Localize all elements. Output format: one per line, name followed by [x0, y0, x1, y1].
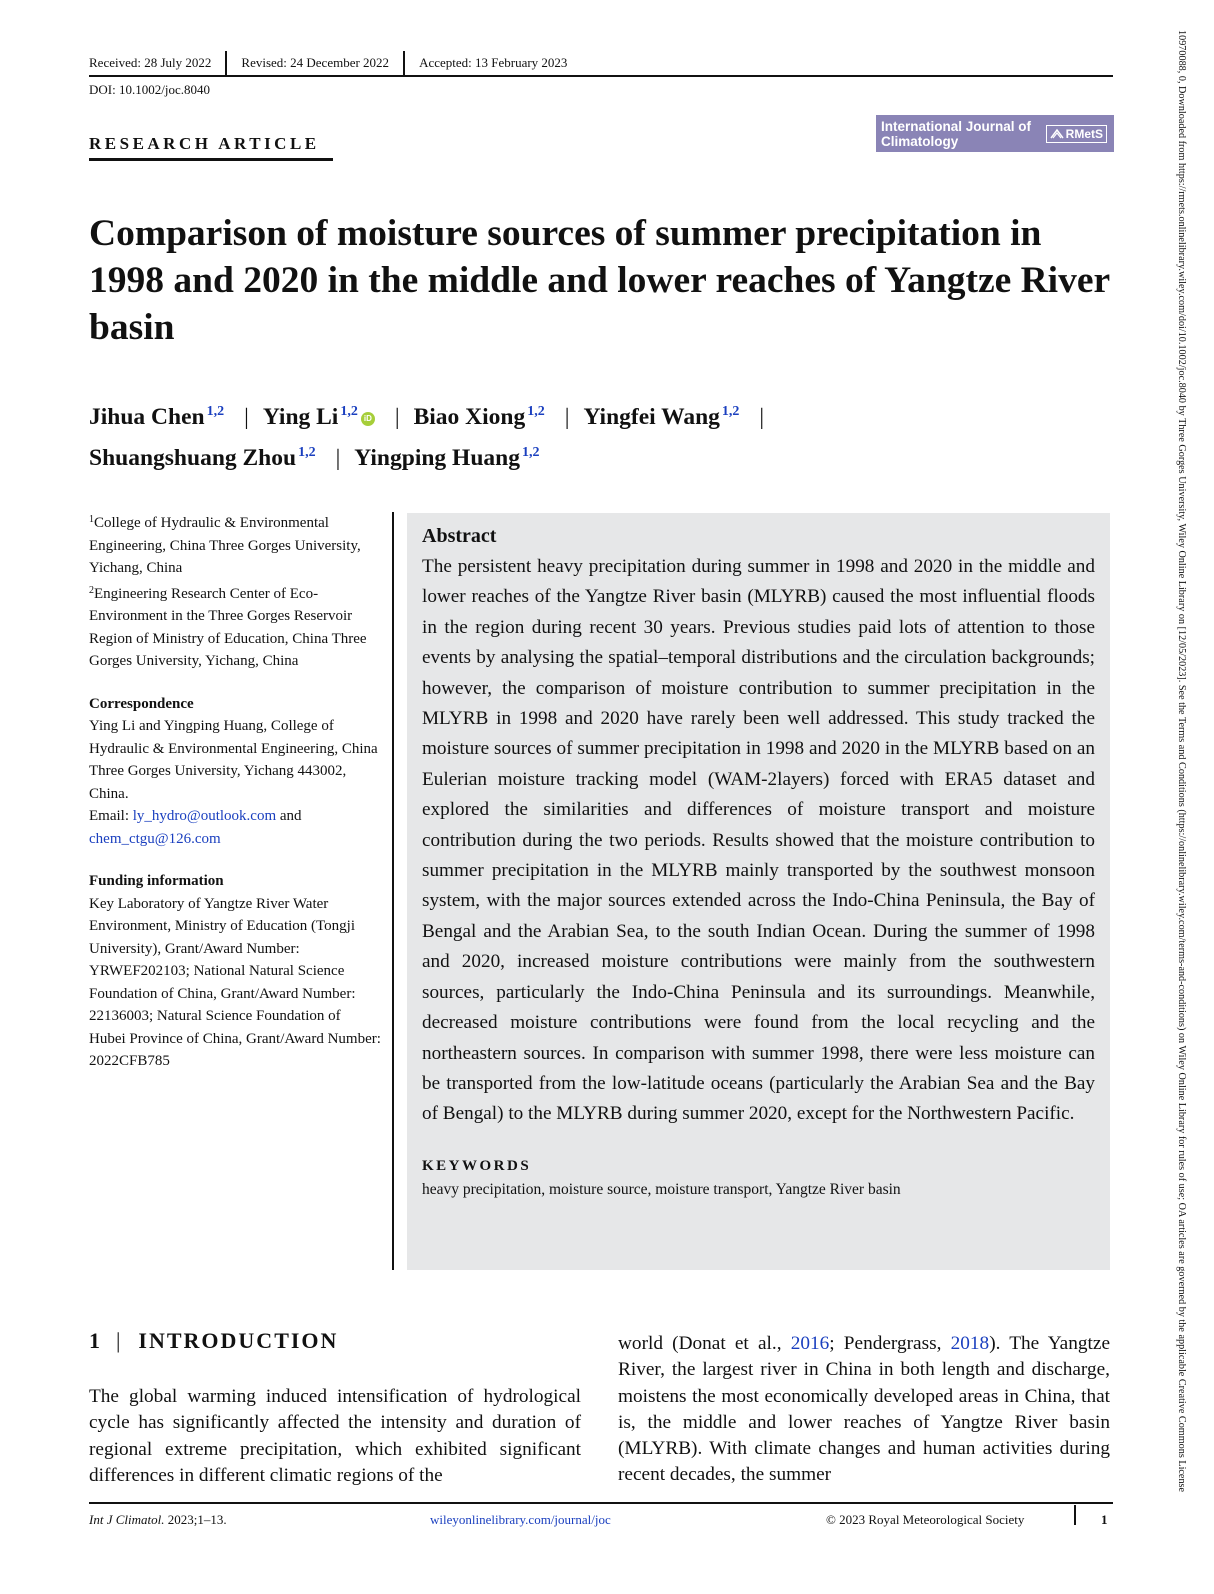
- footer-copyright: © 2023 Royal Meteorological Society: [826, 1512, 1025, 1527]
- funding-heading: Funding information: [89, 873, 224, 889]
- author-affiliation[interactable]: 1,2: [521, 445, 540, 460]
- footer-journal-abbrev: Int J Climatol.: [89, 1512, 165, 1527]
- email-label: Email:: [89, 808, 133, 824]
- author[interactable]: [89, 404, 224, 430]
- rmets-logo-icon: [1046, 125, 1107, 143]
- section-title: INTRODUCTION: [138, 1328, 339, 1353]
- affiliation: [89, 580, 381, 673]
- author-name: Shuangshuang Zhou: [89, 445, 297, 471]
- author[interactable]: [414, 404, 545, 430]
- page-number: 1: [1101, 1512, 1108, 1527]
- paper-title: Comparison of moisture sources of summer precipitation in 1998 and 2020 in the middle and lower reaches of Yangtze River basin: [89, 213, 1110, 348]
- affiliation-number: 2: [89, 584, 94, 596]
- introduction-heading: [89, 1328, 338, 1354]
- date-separator: [225, 51, 227, 75]
- author-name: Ying Li: [262, 404, 339, 430]
- affiliation-text: College of Hydraulic & Environmental Engineering, China Three Gorges University, Yichang, China: [89, 515, 361, 576]
- author-name: Jihua Chen: [89, 404, 205, 430]
- introduction-right-text: [618, 1331, 1110, 1489]
- keywords-heading: KEYWORDS: [422, 1157, 532, 1174]
- header-rule: [89, 75, 1113, 77]
- accepted-date: Accepted: 13 February 2023: [419, 55, 568, 70]
- author-affiliation[interactable]: 1,2: [206, 404, 225, 419]
- author-affiliation[interactable]: 1,2: [721, 404, 740, 419]
- citation-link[interactable]: 2018: [950, 1333, 990, 1354]
- affiliation-number: 1: [89, 514, 94, 525]
- email-and: and: [276, 808, 302, 824]
- rmets-logo-text: RMetS: [1065, 126, 1103, 141]
- article-type: RESEARCH ARTICLE: [89, 134, 320, 153]
- journal-name: International Journal of Climatology: [881, 118, 1032, 149]
- footer-journal-year: 2023;1–13.: [164, 1512, 227, 1527]
- abstract-heading: Abstract: [422, 525, 497, 547]
- correspondence-heading: Correspondence: [89, 695, 194, 712]
- author-separator: |: [759, 404, 765, 430]
- email-link[interactable]: ly_hydro@outlook.com: [132, 808, 277, 824]
- abstract-box: [407, 513, 1110, 1270]
- author-affiliation[interactable]: 1,2: [527, 404, 545, 419]
- email-link[interactable]: chem_ctgu@126.com: [89, 830, 221, 847]
- article-info-column: [89, 509, 381, 1073]
- intro-text: ; Pendergrass,: [829, 1333, 951, 1354]
- author-affiliation[interactable]: 1,2: [340, 404, 358, 419]
- citation-link[interactable]: 2016: [790, 1333, 830, 1354]
- correspondence-address: Ying Li and Yingping Huang, College of Hydraulic & Environmental Engineering, China Three Gorges University, Yichang 443002, China.: [89, 718, 378, 802]
- section-bar: |: [116, 1328, 123, 1353]
- author-separator: |: [335, 445, 341, 471]
- orcid-icon[interactable]: iD: [361, 412, 375, 426]
- affiliation: [89, 509, 381, 580]
- doi[interactable]: DOI: 10.1002/joc.8040: [89, 82, 210, 97]
- footer-journal: [89, 1512, 227, 1528]
- abstract-text: The persistent heavy precipitation during summer in 1998 and 2020 in the middle and lower reaches of the Yangtze River basin (MLYRB) caused the most influential floods in the region during recent 30 years. Previous studies paid lots of attention to those events by analysing the spatial–temporal distributions and the circulation backgrounds; however, the comparison of moisture contribution to summer precipitation in the MLYRB in 1998 and 2020 have rarely been well addressed. This study tracked the moisture sources of summer precipitation in 1998 and 2020 in the MLYRB based on an Eulerian moisture tracking model (WAM-2layers) forced with ERA5 dataset and explored the similarities and differences of moisture transport and moisture contribution during the two periods. Results showed that the moisture contribution to summer precipitation in the MLYRB mainly transported by the southwest monsoon system, with the major sources extended across the Indo-China Peninsula, the Bay of Bengal and the Arabian Sea, to the south Indian Ocean. During the summer of 1998 and 2020, increased moisture contributions were mainly from the southwestern sources, particularly the Indo-China Peninsula and its surroundings. Meanwhile, decreased moisture contributions were found from the local recycling and the northeastern sources. In comparison with summer 1998, there were less moisture can be transported from the low-latitude oceans (particularly the Arabian Sea and the Bay of Bengal) to the MLYRB during summer 2020, except for the Northwestern Pacific.: [422, 556, 1095, 1125]
- keywords-text: heavy precipitation, moisture source, moisture transport, Yangtze River basin: [422, 1180, 901, 1198]
- footer-separator: [1074, 1505, 1076, 1525]
- affiliation-text: Engineering Research Center of Eco-Environment in the Three Gorges Reservoir Region of Ministry of Education, China Three Gorges University, Yichang, China: [89, 585, 367, 669]
- journal-badge[interactable]: [876, 115, 1114, 152]
- author-separator: |: [394, 404, 400, 430]
- rmets-mark-icon: [1050, 128, 1064, 140]
- download-side-note: 10970088, 0, Downloaded from https://rmets.onlinelibrary.wiley.com/doi/10.1002/joc.8040 by Three Gorges University, Wiley Online Library on [12/05/2023]. See the Terms and Conditions (https://onlinelibrary.wiley.com/terms-and-conditions) on Wiley Online Library for rules of use; OA articles are governed by the applicable Creative Commons License: [1176, 30, 1187, 1493]
- author-separator: |: [564, 404, 570, 430]
- author-list: [89, 394, 1119, 476]
- date-separator: [403, 51, 405, 75]
- author-name: Biao Xiong: [413, 404, 526, 430]
- intro-text: ). The Yangtze River, the largest river in China in both length and discharge, moistens the most economically developed areas in China, that is, the middle and lower reaches of Yangtze River basin (MLYRB). With climate changes and human activities during recent decades, the summer: [618, 1333, 1110, 1486]
- correspondence-text: [89, 715, 381, 850]
- article-type-underline: [89, 158, 333, 161]
- author-separator: |: [244, 404, 249, 430]
- received-date: Received: 28 July 2022: [89, 55, 212, 70]
- author-name: Yingping Huang: [354, 445, 520, 471]
- funding-text: Key Laboratory of Yangtze River Water Environment, Ministry of Education (Tongji University), Grant/Award Number: YRWEF202103; National Natural Science Foundation of China, Grant/Award Number: 22136003; Natural Science Foundation of Hubei Province of China, Grant/Award Number: 2022CFB785: [89, 895, 381, 1069]
- footer-rule: [89, 1502, 1113, 1504]
- footer-url[interactable]: wileyonlinelibrary.com/journal/joc: [430, 1512, 611, 1527]
- author[interactable]: [89, 445, 316, 471]
- history-dates: [89, 52, 1113, 74]
- introduction-left-text: The global warming induced intensification of hydrological cycle has significantly affected the intensity and duration of regional extreme precipitation, which exhibited significant differences in different climatic regions of the: [89, 1386, 581, 1486]
- revised-date: Revised: 24 December 2022: [241, 55, 390, 70]
- author[interactable]: [354, 445, 539, 471]
- author[interactable]: [583, 404, 739, 430]
- author-affiliation[interactable]: 1,2: [298, 445, 316, 460]
- author-name: Yingfei Wang: [583, 404, 720, 430]
- intro-text: world (Donat et al.,: [618, 1333, 791, 1354]
- section-number: 1: [89, 1328, 102, 1353]
- author[interactable]: [263, 404, 375, 430]
- column-divider: [392, 512, 394, 1270]
